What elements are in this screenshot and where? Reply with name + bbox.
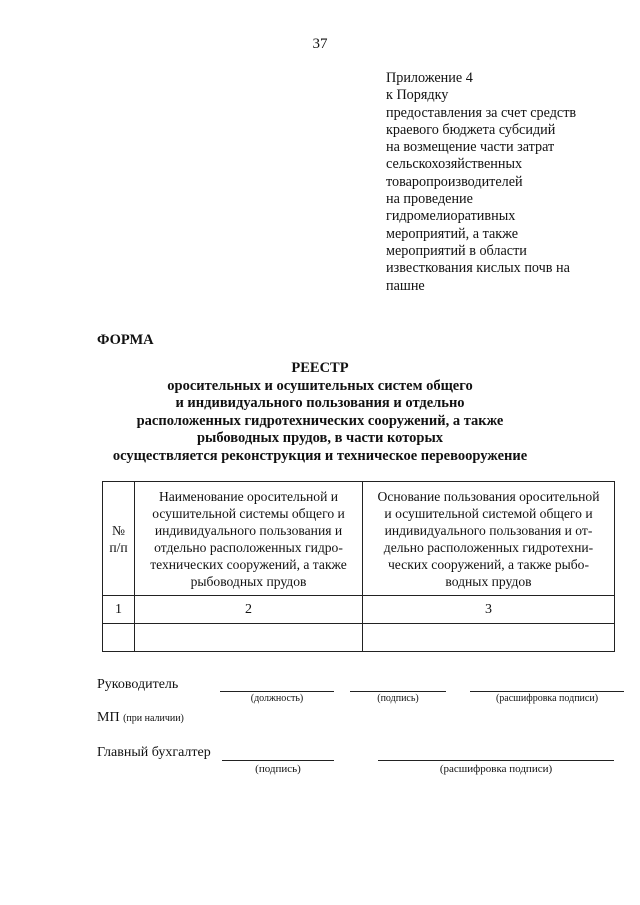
header-line: индивидуального пользования и <box>154 522 343 538</box>
registry-title-line: осуществляется реконструкция и техническое перевооружение <box>112 447 528 464</box>
appendix-line: сельскохозяйственных <box>386 156 523 173</box>
appendix-line: гидромелиоративных <box>386 208 516 225</box>
table-row <box>103 624 615 652</box>
header-line: индивидуального пользования и от- <box>384 522 593 538</box>
registry-title-line: и индивидуального пользования и отдельно <box>175 395 465 411</box>
head-caption-signature: (подпись) <box>377 693 419 704</box>
appendix-line: на проведение <box>386 191 473 208</box>
table-number-row <box>103 596 615 624</box>
registry-title-line: оросительных и осушительных систем общего <box>167 377 473 394</box>
header-cell-number <box>103 482 135 596</box>
stamp-place <box>97 710 184 726</box>
header-line: п/п <box>109 539 128 555</box>
registry-title-line: расположенных гидротехнических сооружений, а также <box>136 412 504 429</box>
appendix-line: известкования кислых почв на <box>386 260 570 277</box>
appendix-line: мероприятий, а также <box>386 225 519 242</box>
appendix-line: предоставления за счет средств <box>386 104 577 121</box>
header-line: водных прудов <box>445 573 532 589</box>
registry-title-line: рыбоводных прудов, в части которых <box>196 430 444 446</box>
number-cell: 1 <box>103 596 135 624</box>
header-line: Наименование оросительной и <box>158 488 339 504</box>
header-line: дельно расположенных гидротехни- <box>383 539 594 555</box>
table-cell[interactable] <box>103 624 135 652</box>
appendix-line: товаропроизводителей <box>386 173 523 190</box>
header-line: № <box>112 522 125 538</box>
accountant-caption-signature: (подпись) <box>255 763 301 775</box>
table-header-row <box>103 482 615 596</box>
head-label: Руководитель <box>97 677 179 692</box>
form-label: ФОРМА <box>97 332 154 348</box>
appendix-block <box>386 70 626 295</box>
head-caption-position: (должность) <box>250 693 304 704</box>
header-line: рыбоводных прудов <box>190 573 307 589</box>
header-line: ческих сооружений, а также рыбо- <box>387 556 590 572</box>
header-line: и осушительной системой общего и <box>384 505 593 521</box>
appendix-line: мероприятий в области <box>386 242 527 259</box>
appendix-line: на возмещение части затрат <box>386 139 555 156</box>
appendix-line: Приложение 4 <box>386 70 473 86</box>
header-line: отдельно расположенных гидро- <box>154 539 343 555</box>
accountant-signature-line[interactable] <box>222 760 334 761</box>
header-line: Основание пользования оросительной <box>377 488 600 504</box>
registry-title-line: РЕЕСТР <box>291 360 349 376</box>
mp-label: МП <box>97 710 120 725</box>
header-line: осушительной системы общего и <box>152 505 345 521</box>
head-caption-decoding: (расшифровка подписи) <box>495 693 599 704</box>
registry-title <box>0 360 640 465</box>
appendix-line: к Порядку <box>386 87 449 104</box>
number-cell: 2 <box>135 596 363 624</box>
number-cell: 3 <box>363 596 615 624</box>
head-decoding-line[interactable] <box>470 691 624 692</box>
appendix-line: пашне <box>386 277 425 294</box>
appendix-line: краевого бюджета субсидий <box>386 121 556 138</box>
accountant-label: Главный бухгалтер <box>97 745 211 760</box>
page-number: 37 <box>312 36 328 52</box>
accountant-decoding-line[interactable] <box>378 760 614 761</box>
table-cell[interactable] <box>135 624 363 652</box>
table-cell[interactable] <box>363 624 615 652</box>
head-signature-line[interactable] <box>350 691 446 692</box>
header-cell-name <box>135 482 363 596</box>
header-line: технических сооружений, а также <box>150 556 347 572</box>
accountant-caption-decoding: (расшифровка подписи) <box>439 763 553 775</box>
header-cell-basis <box>363 482 615 596</box>
registry-table <box>102 481 615 652</box>
mp-note: (при наличии) <box>123 713 184 724</box>
head-position-line[interactable] <box>220 691 334 692</box>
